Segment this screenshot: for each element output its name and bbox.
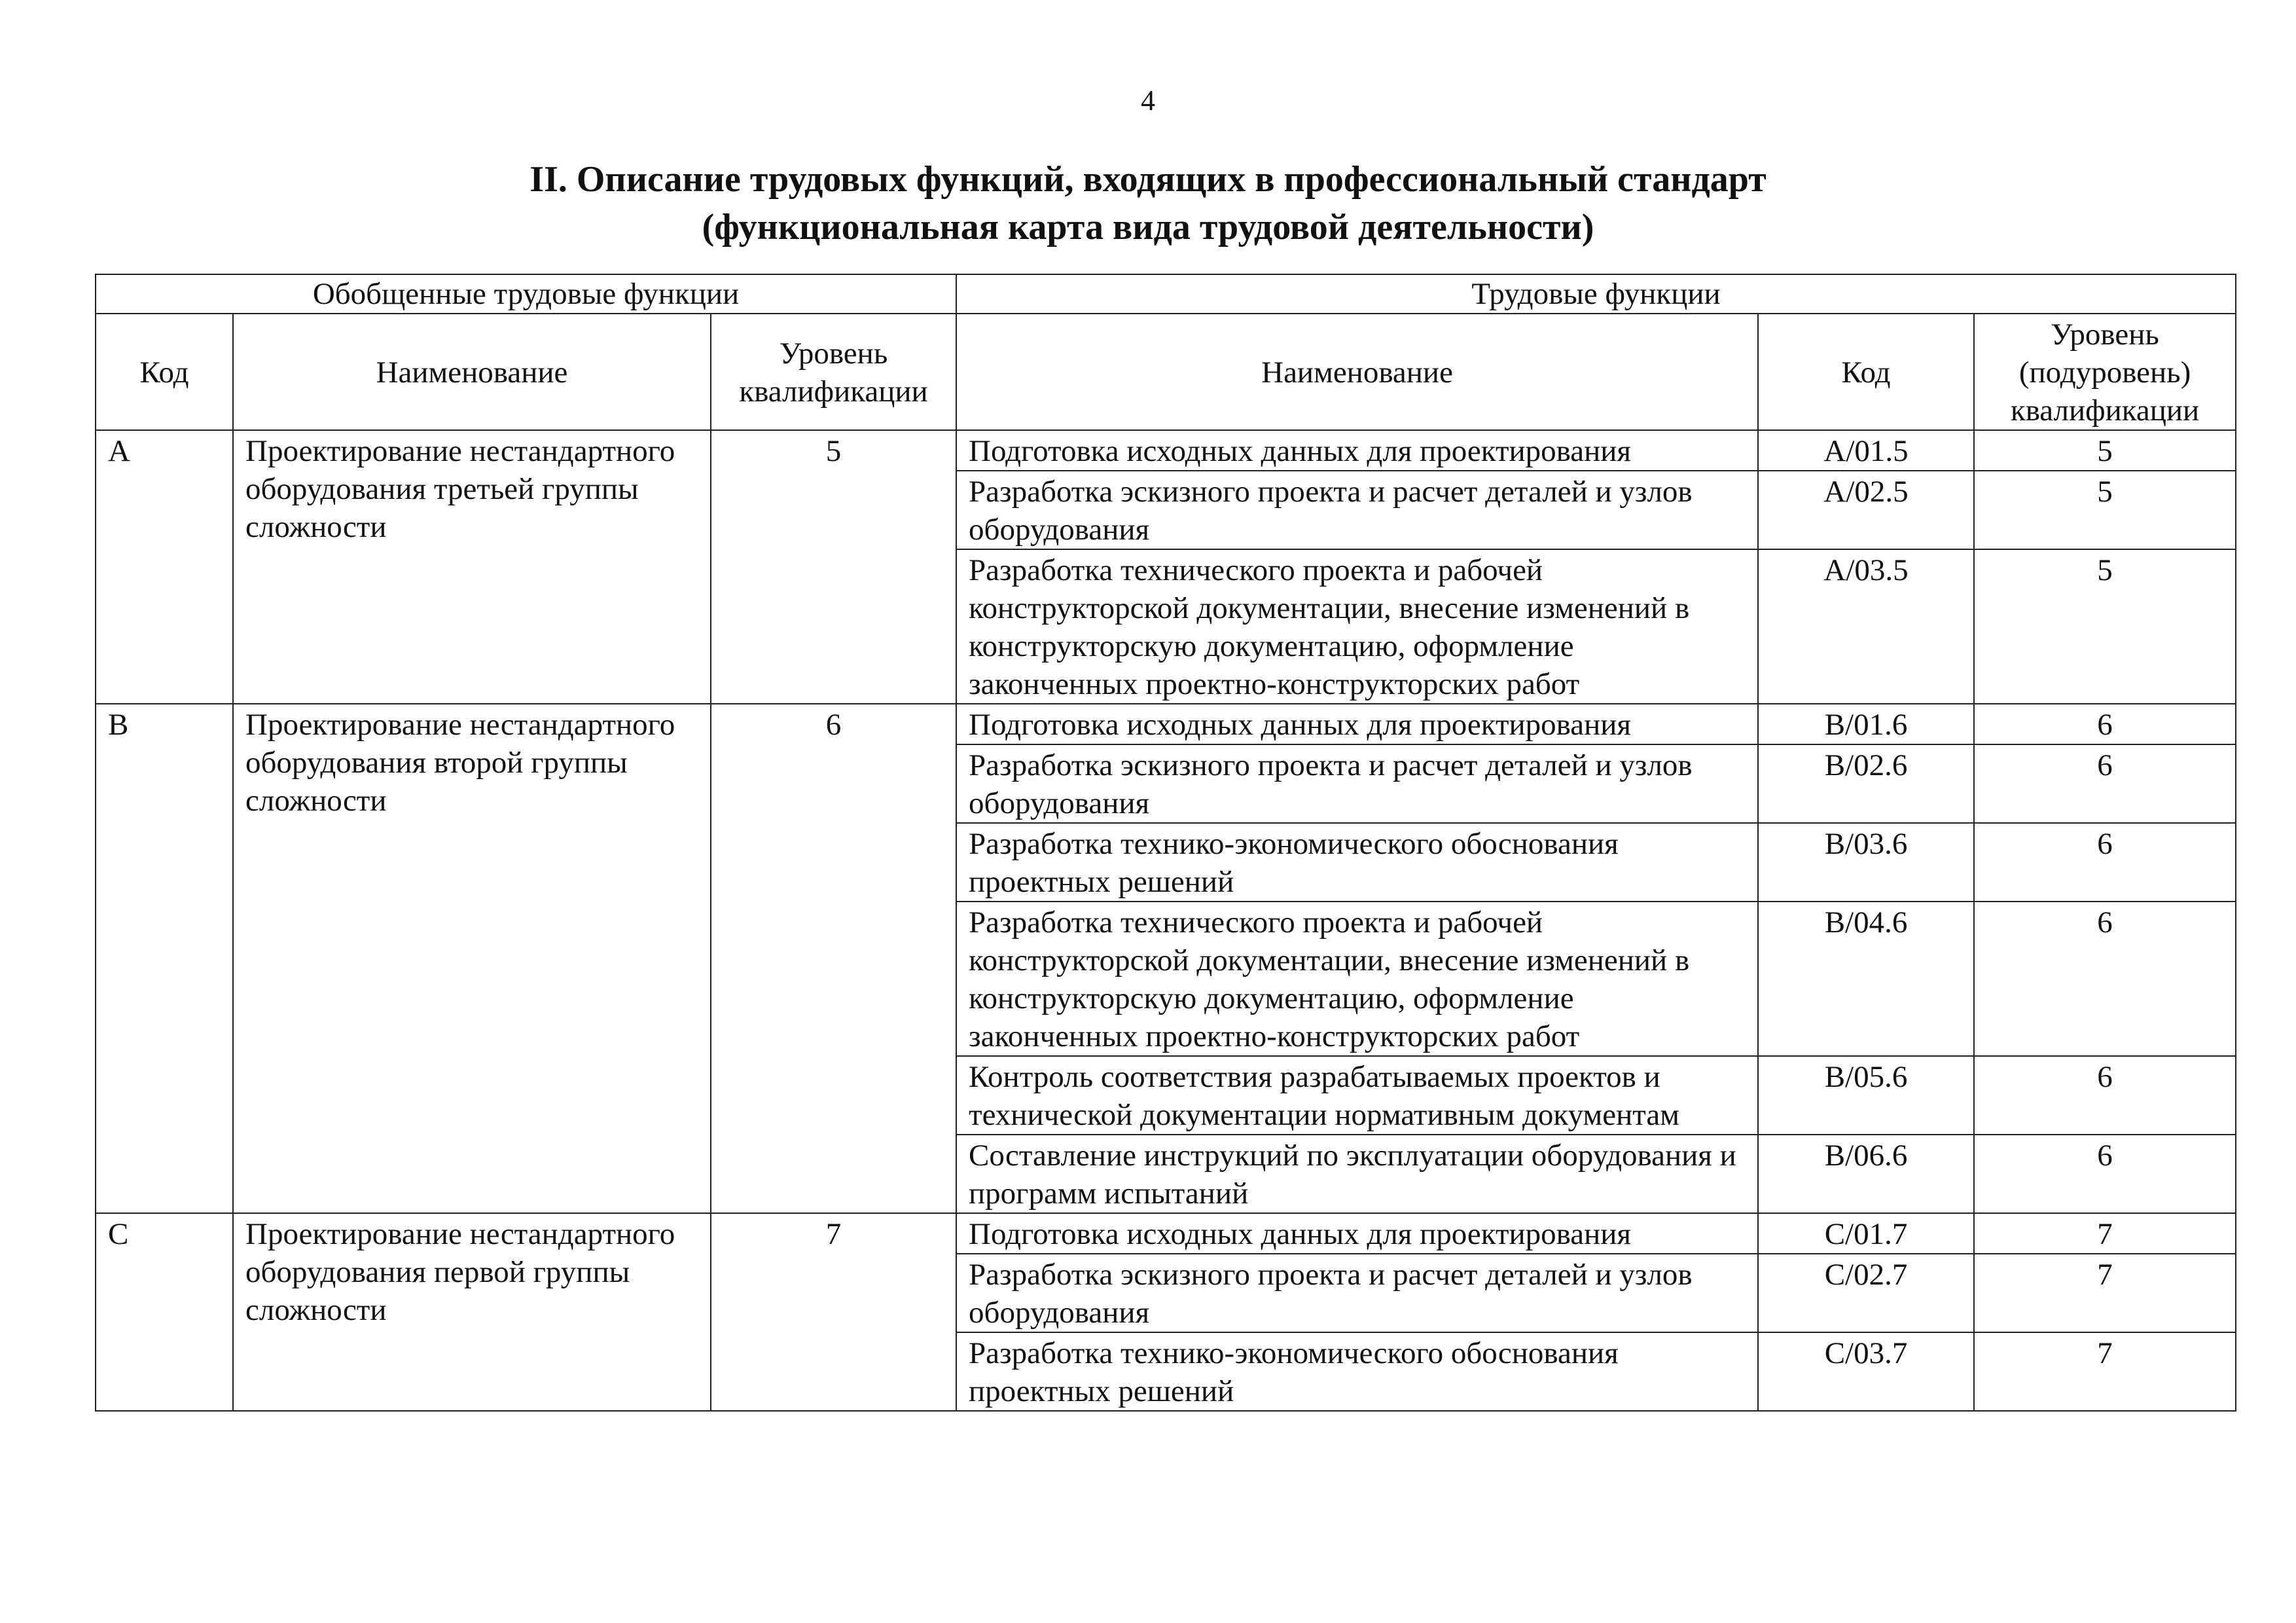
- labour-function-level: 6: [1974, 823, 2236, 902]
- labour-function-level: 7: [1974, 1332, 2236, 1411]
- generalized-function-name: Проектирование нестандартного оборудования третьей группы сложности: [233, 430, 711, 704]
- labour-function-name: Разработка эскизного проекта и расчет деталей и узлов оборудования: [956, 744, 1758, 823]
- labour-function-code: A/02.5: [1758, 471, 1974, 549]
- labour-function-name: Разработка эскизного проекта и расчет деталей и узлов оборудования: [956, 1254, 1758, 1332]
- generalized-function-name: Проектирование нестандартного оборудования первой группы сложности: [233, 1213, 711, 1411]
- labour-function-code: B/02.6: [1758, 744, 1974, 823]
- labour-function-level: 5: [1974, 549, 2236, 704]
- table-group-header-row: [96, 274, 2236, 314]
- generalized-functions-header: Обобщенные трудовые функции: [96, 274, 956, 314]
- page-title: [0, 156, 2296, 251]
- labour-function-level: 7: [1974, 1213, 2236, 1254]
- labour-function-name: Составление инструкций по эксплуатации оборудования и программ испытаний: [956, 1135, 1758, 1213]
- labour-function-name: Подготовка исходных данных для проектирования: [956, 430, 1758, 471]
- col-header-func-code: Код: [1758, 314, 1974, 430]
- table-column-header-row: [96, 314, 2236, 430]
- labour-function-code: B/06.6: [1758, 1135, 1974, 1213]
- labour-function-level: 6: [1974, 744, 2236, 823]
- labour-function-name: Разработка технического проекта и рабочей конструкторской документации, внесение изменений в конструкторскую документацию, оформление законченных проектно-конструкторских работ: [956, 902, 1758, 1056]
- labour-function-code: B/05.6: [1758, 1056, 1974, 1135]
- labour-function-name: Подготовка исходных данных для проектирования: [956, 704, 1758, 744]
- col-header-gen-code: Код: [96, 314, 233, 430]
- col-header-gen-level: Уровень квалификации: [711, 314, 956, 430]
- labour-function-name: Разработка эскизного проекта и расчет деталей и узлов оборудования: [956, 471, 1758, 549]
- labour-function-name: Подготовка исходных данных для проектирования: [956, 1213, 1758, 1254]
- labour-function-level: 7: [1974, 1254, 2236, 1332]
- labour-function-code: A/03.5: [1758, 549, 1974, 704]
- page-number: 4: [1141, 84, 1155, 117]
- generalized-function-level: 5: [711, 430, 956, 704]
- functional-map-table: [95, 274, 2236, 1412]
- generalized-function-code: A: [96, 430, 233, 704]
- labour-function-code: A/01.5: [1758, 430, 1974, 471]
- page-title-line-2: (функциональная карта вида трудовой деятельности): [702, 207, 1594, 247]
- col-header-gen-name: Наименование: [233, 314, 711, 430]
- labour-function-level: 6: [1974, 1056, 2236, 1135]
- labour-function-code: C/02.7: [1758, 1254, 1974, 1332]
- labour-function-level: 6: [1974, 902, 2236, 1056]
- labour-function-code: C/01.7: [1758, 1213, 1974, 1254]
- generalized-function-code: C: [96, 1213, 233, 1411]
- labour-function-code: B/03.6: [1758, 823, 1974, 902]
- generalized-function-level: 7: [711, 1213, 956, 1411]
- labour-function-name: Разработка технико-экономического обоснования проектных решений: [956, 823, 1758, 902]
- labour-functions-header: Трудовые функции: [956, 274, 2236, 314]
- labour-function-level: 5: [1974, 430, 2236, 471]
- labour-function-name: Контроль соответствия разрабатываемых проектов и технической документации нормативным документам: [956, 1056, 1758, 1135]
- page-title-line-1: II. Описание трудовых функций, входящих в профессиональный стандарт: [529, 159, 1767, 200]
- labour-function-code: C/03.7: [1758, 1332, 1974, 1411]
- table-row: [96, 430, 2236, 471]
- col-header-func-level: Уровень (подуровень) квалификации: [1974, 314, 2236, 430]
- table-row: [96, 704, 2236, 744]
- labour-function-name: Разработка технико-экономического обоснования проектных решений: [956, 1332, 1758, 1411]
- labour-function-level: 5: [1974, 471, 2236, 549]
- col-header-func-name: Наименование: [956, 314, 1758, 430]
- labour-function-name: Разработка технического проекта и рабочей конструкторской документации, внесение изменений в конструкторскую документацию, оформление законченных проектно-конструкторских работ: [956, 549, 1758, 704]
- generalized-function-code: B: [96, 704, 233, 1213]
- functional-map-body: [96, 430, 2236, 1411]
- generalized-function-name: Проектирование нестандартного оборудования второй группы сложности: [233, 704, 711, 1213]
- labour-function-level: 6: [1974, 1135, 2236, 1213]
- labour-function-level: 6: [1974, 704, 2236, 744]
- table-row: [96, 1213, 2236, 1254]
- labour-function-code: B/04.6: [1758, 902, 1974, 1056]
- generalized-function-level: 6: [711, 704, 956, 1213]
- labour-function-code: B/01.6: [1758, 704, 1974, 744]
